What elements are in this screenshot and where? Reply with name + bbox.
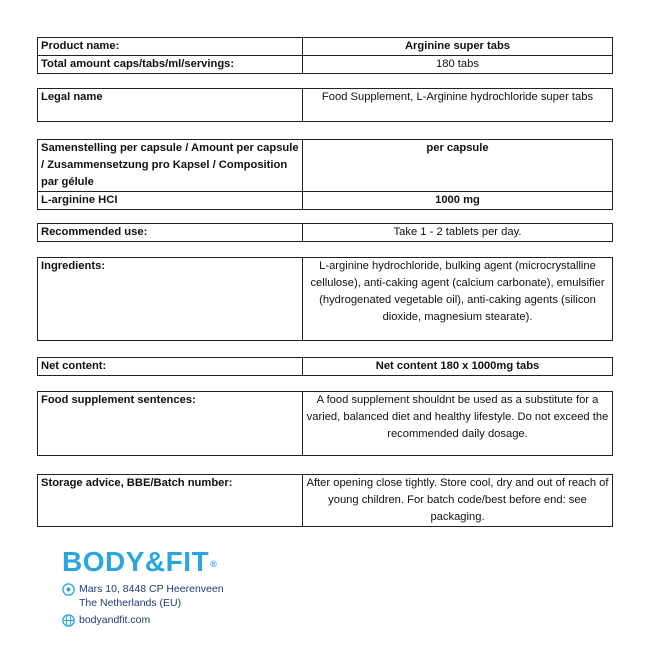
legal-name-label: Legal name [38, 89, 303, 122]
ingredients-value: L-arginine hydrochloride, bulking agent (microcrystalline cellulose), anti-caking agent (calcium carbonate), emulsifier (hydrogenated vegetable oil), anti-caking agents (silicon dioxide, magnesium stearate). [303, 258, 613, 341]
recommended-use-label: Recommended use: [38, 224, 303, 242]
recommended-use-value: Take 1 - 2 tablets per day. [303, 224, 613, 242]
recommended-use-table [37, 223, 613, 242]
food-supplement-label: Food supplement sentences: [38, 392, 303, 456]
storage-table [37, 474, 613, 527]
composition-label: Samenstelling per capsule / Amount per capsule / Zusammensetzung pro Kapsel / Composition par gélule [38, 140, 303, 192]
address-line-2: The Netherlands (EU) [79, 597, 182, 609]
product-name-value: Arginine super tabs [303, 38, 613, 56]
total-amount-value: 180 tabs [303, 56, 613, 74]
location-pin-icon [62, 583, 75, 596]
product-name-label: Product name: [38, 38, 303, 56]
globe-icon [62, 614, 75, 627]
ingredient-amount-value: 1000 mg [303, 192, 613, 210]
website-link[interactable]: bodyandfit.com [79, 614, 151, 626]
product-table [37, 37, 613, 74]
storage-value: After opening close tightly. Store cool, dry and out of reach of young children. For batch code/best before end: see packaging. [303, 475, 613, 527]
composition-table [37, 139, 613, 210]
total-amount-label: Total amount caps/tabs/ml/servings: [38, 56, 303, 74]
net-content-table [37, 357, 613, 376]
composition-value: per capsule [303, 140, 613, 192]
food-supplement-table [37, 391, 613, 456]
legal-name-value: Food Supplement, L-Arginine hydrochloride super tabs [303, 89, 613, 122]
net-content-label: Net content: [38, 358, 303, 376]
ingredients-table [37, 257, 613, 341]
brand-logo-text: BODY&FIT [62, 546, 210, 577]
brand-address [62, 583, 224, 628]
ingredient-name-label: L-arginine HCI [38, 192, 303, 210]
net-content-value: Net content 180 x 1000mg tabs [303, 358, 613, 376]
ingredients-label: Ingredients: [38, 258, 303, 341]
address-line-1: Mars 10, 8448 CP Heerenveen [79, 583, 224, 595]
food-supplement-value: A food supplement shouldnt be used as a substitute for a varied, balanced diet and healthy lifestyle. Do not exceed the recommended daily dosage. [303, 392, 613, 456]
brand-logo [62, 547, 217, 577]
legal-name-table [37, 88, 613, 122]
storage-label: Storage advice, BBE/Batch number: [38, 475, 303, 527]
registered-mark: ® [210, 559, 218, 569]
